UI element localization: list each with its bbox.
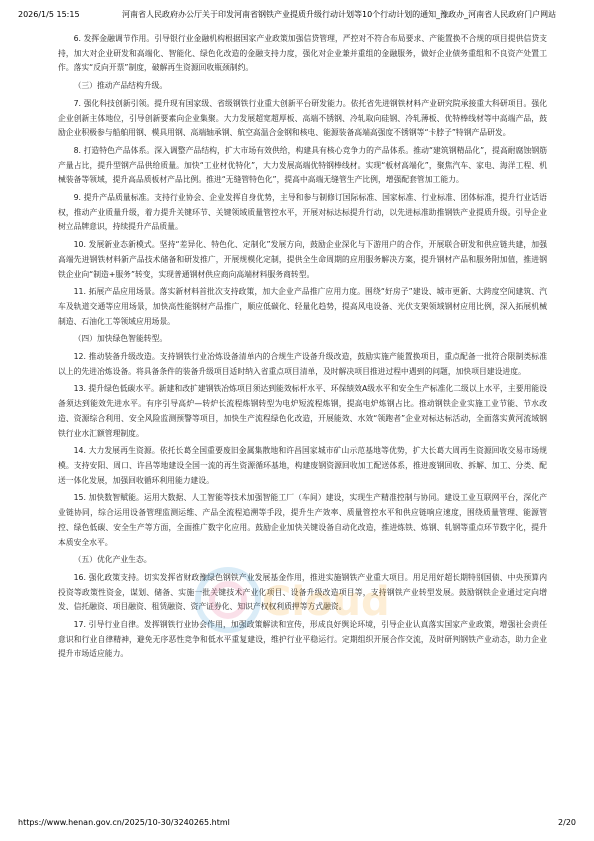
body-paragraph: 11. 拓展产品应用场景。落实新材料首批次支持政策，加大企业产品推广应用力度。围绕“好房子”建设、城市更新、大跨度空间建筑、汽车及轨道交通等应用场景，加快高性能钢材产品推广，顺应低碳化、轻量化趋势，提高风电设备、光伏支架领域钢材应用比例，深入拓展机械制造、石油化工等领域应用场景。 — [58, 287, 547, 326]
body-paragraph: 13. 提升绿色低碳水平。新建和改扩建钢铁冶炼项目须达到能效标杆水平、环保绩效A级水平和安全生产标准化二级以上水平，主要用能设备须达到能效先进水平。有序引导高炉—转炉长流程炼钢转型为电炉短流程炼钢，提高电炉炼钢占比。推动钢铁企业实施工业节能、节水改造、资源综合利用、安全风险监测预警等项目，加快生产流程绿色化改造，开展能效、水效“领跑者”企业对标达标活动，全面落实黄河流域钢铁行业水汇额管理制度。 — [58, 384, 547, 438]
body-paragraph: 6. 发挥金融调节作用。引导银行业金融机构根据国家产业政策加强信贷管理，严控对不符合布局要求、产能置换不合规的项目提供信贷支持，加大对企业研发和高端化、智能化、绿色化改造的金融支持力度，强化对企业兼并重组的金融服务，做好企业债务重组和不良资产处置工作。落实“反向开票”制度，破解再生资源回收瓶颈制约。 — [58, 34, 547, 73]
page-url: https://www.henan.gov.cn/2025/10-30/3240265.html — [18, 818, 230, 827]
body-paragraph: 9. 提升产品质量标准。支持行业协会、企业发挥自身优势，主导和参与制修订国际标准、国家标准、行业标准、团体标准，提升行业话语权，推动产业质量升级，着力提升关键环节、关键领域质量管控水平，开展对标达标提升行动，以先进标准助推钢铁产业提质升级。引导企业树立品牌意识，持续提升产品质量。 — [58, 193, 547, 232]
body-paragraph: 16. 强化政策支持。切实发挥省财政豫绿色钢铁产业发展基金作用，推进实施钢铁产业重大项目。用足用好超长期特别国债、中央预算内投资等政策性资金，谋划、储备、实施一批关键技术产业化项目、设备升级改造项目等，支持钢铁产业转型发展。鼓励钢铁企业通过定向增发、信托融资、项目融资、租赁融资、资产证券化、知识产权权利质押等方式融资。 — [58, 572, 547, 612]
body-paragraph: 15. 加快数智赋能。运用大数据、人工智能等技术加强智能工厂（车间）建设，实现生产精准控制与协同。建设工业互联网平台，深化产业链协同，综合运用设备管理监测运维、产品全流程追溯等手段，提升生产效率、质量管控水平和供应链响应速度，围绕质量管理、能源管控、绿色低碳、安全生产等方面，全面推广数字化应用。鼓励企业加快关键设备自动化改造，推进炼铁、炼钢、轧钢等重点环节数字化，提升本质安全水平。 — [58, 493, 547, 547]
document-body — [58, 32, 547, 790]
page-title: 河南省人民政府办公厅关于印发河南省钢铁产业提质升级行动计划等10个行动计划的通知_豫政办_河南省人民政府门户网站 — [122, 10, 557, 19]
body-paragraph: 10. 发展新业态新模式。坚持“差异化、特色化、定制化”发展方向，鼓励企业深化与下游用户的合作，开展联合研发和供应链共建，加强高端先进钢铁材料新产品技术储备和研发推广，开展规模化定制，提供全生命周期的应用服务解决方案，提升钢材产品和服务附加值，推进钢铁企业向“制造+服务”转变，实现普通钢材供应商向高端材料服务商转型。 — [58, 240, 547, 279]
browser-header — [18, 9, 576, 21]
print-datetime: 2026/1/5 15:15 — [18, 10, 80, 19]
page-number: 2/20 — [558, 818, 576, 827]
body-paragraph: 17. 引导行业自律。发挥钢铁行业协会作用，加强政策解读和宣传，形成良好舆论环境，引导企业认真落实国家产业政策，增强社会责任意识和行业自律精神，避免无序恶性竞争和低水平重复建设，维护行业平稳运行。定期组织开展合作交流，及时研判钢铁产业动态，助力企业提升市场适应能力。 — [58, 620, 547, 659]
watermark-text: Cloud — [262, 579, 390, 625]
body-paragraph: 7. 强化科技创新引领。提升现有国家级、省级钢铁行业重大创新平台研发能力。依托省先进钢铁材料产业研究院承接重大科研项目。强化企业创新主体地位，引导创新要素向企业集聚。大力发展超宽超厚板、高端不锈钢、冷轧取向硅钢、冷轧薄板、优特棒线材等中高端产品，鼓励企业积极参与船舶用钢、模具用钢、高端轴承钢、航空高温合金钢和核电、能源装备高端高强度不锈钢等“卡脖子”特钢产品研发。 — [58, 98, 547, 138]
section-heading: （四）加快绿色智能转型。 — [73, 334, 168, 344]
section-heading: （三）推动产品结构升级。 — [73, 81, 168, 91]
browser-footer — [18, 817, 576, 829]
section-heading: （五）优化产业生态。 — [73, 555, 152, 565]
body-paragraph: 8. 打造特色产品体系。深入调整产品结构，扩大市场有效供给，构建具有核心竞争力的产品体系。推动“建筑钢精品化”，提高耐腐蚀钢筋产量占比，提升型钢产品供给质量。加快“工业材优特化”，大力发展高端优特钢棒线材。实现“板材高端化”，聚焦汽车、家电、海洋工程、机械装备等领域，提升高品质板材产品比例。推进“无缝管特色化”，提高中高端无缝管生产比例，增强配套管加工能力。 — [58, 145, 547, 185]
body-paragraph: 12. 推动装备升级改造。支持钢铁行业冶炼设备清单内的合规生产设备升级改造，鼓励实施产能置换项目，重点配备一批符合限制类标准以上的先进冶炼设备。将具备条件的装备升级项目适时纳入省重点项目清单，及时解决项目推进过程中遇到的问题，加快项目建设进度。 — [58, 352, 547, 376]
body-paragraph: 14. 大力发展再生资源。依托长葛全国重要废旧金属集散地和许昌国家城市矿山示范基地等优势，扩大长葛大周再生资源回收交易市场规模。支持安阳、周口、许昌等地建设全国一流的再生资源循环基地，构建废钢资源回收加工配送体系，推进废钢回收、拆解、加工、分类、配送一体化发展，加强回收循环利用能力建设。 — [58, 446, 547, 485]
